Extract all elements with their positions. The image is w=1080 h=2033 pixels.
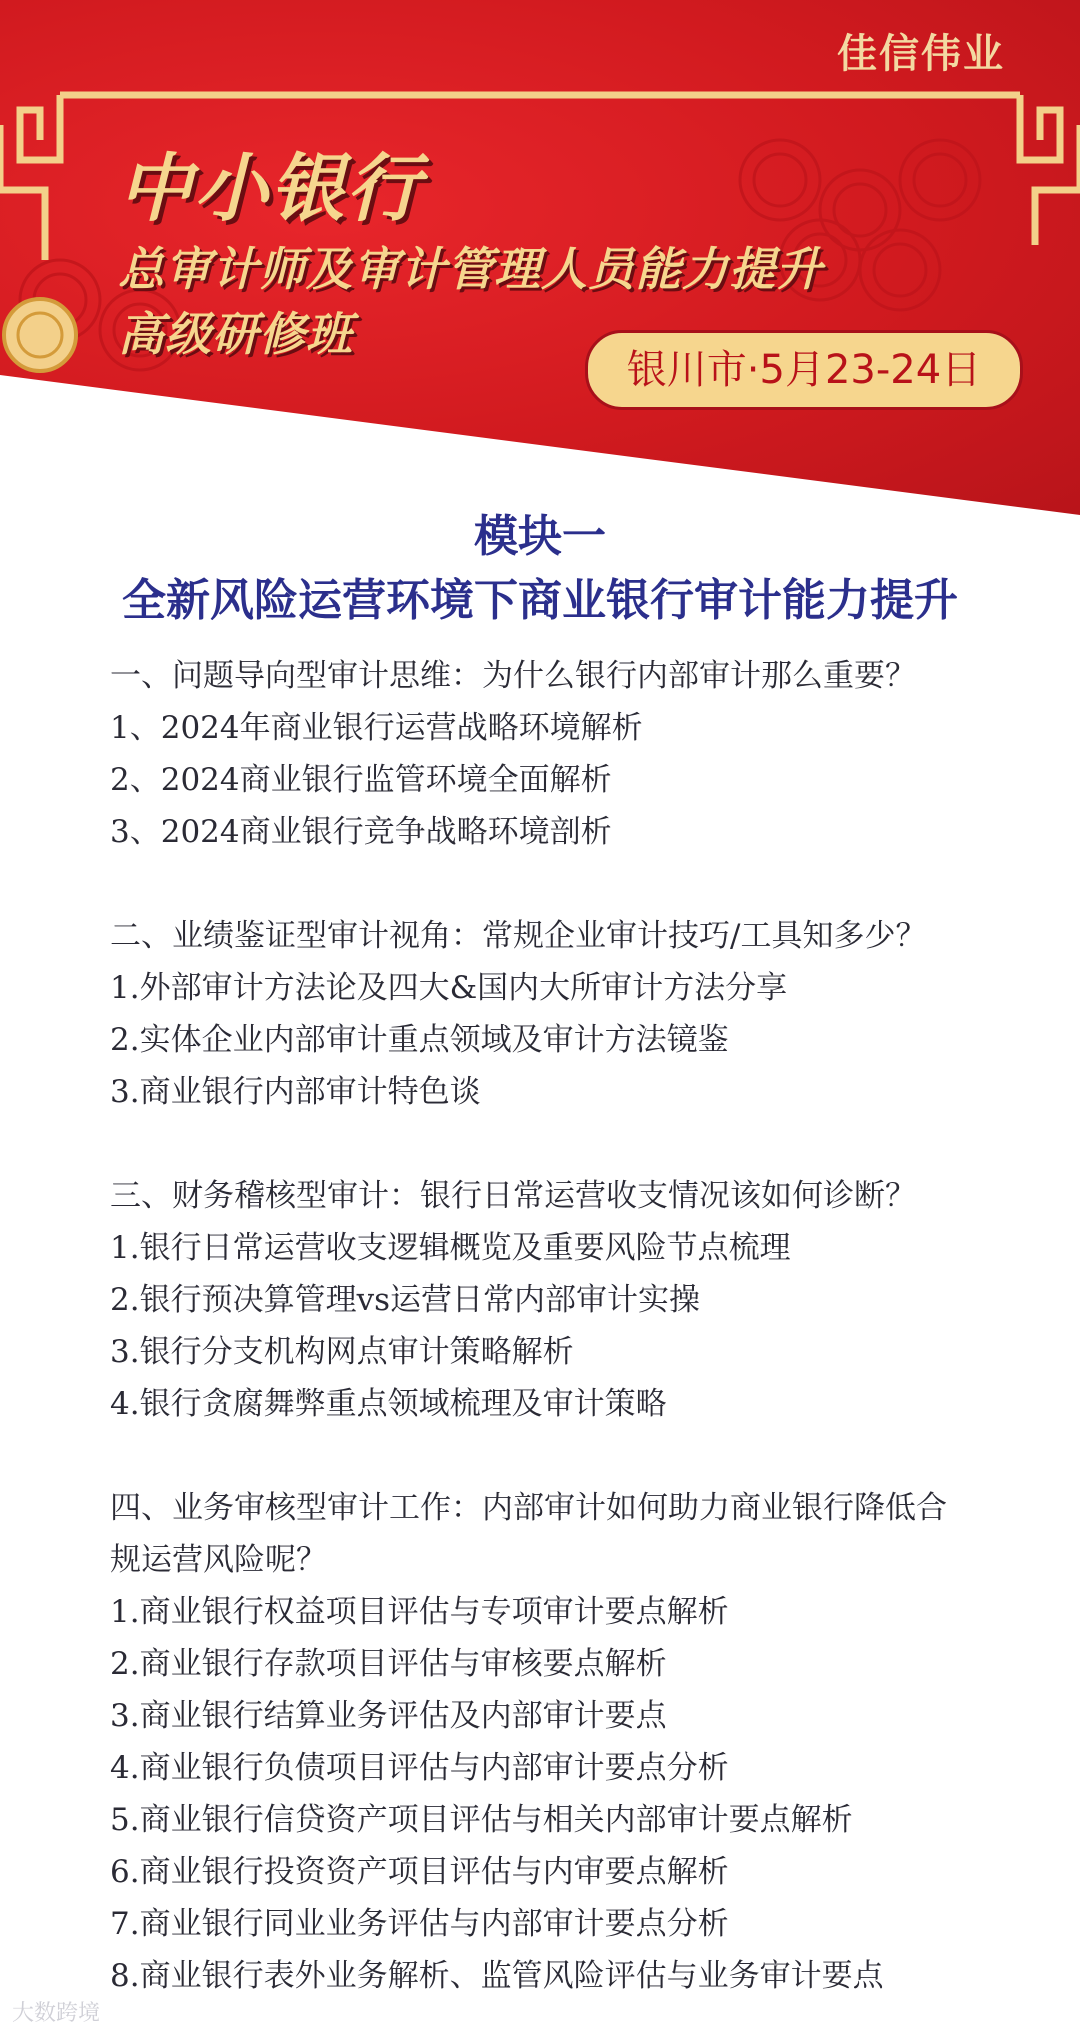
list-item: 4.商业银行负债项目评估与内部审计要点分析 <box>110 1750 729 1786</box>
brand-name: 佳信伟业 <box>837 31 1005 77</box>
list-item: 3.商业银行结算业务评估及内部审计要点 <box>110 1698 667 1734</box>
spacer <box>110 1118 1010 1170</box>
location-date-badge: 银川市·5月23-24日 <box>585 330 1023 410</box>
section-heading: 四、业务审核型审计工作：内部审计如何助力商业银行降低合 <box>110 1490 947 1526</box>
list-item: 2.商业银行存款项目评估与审核要点解析 <box>110 1646 667 1682</box>
list-item: 6.商业银行投资资产项目评估与内审要点解析 <box>110 1854 729 1890</box>
list-item: 1.外部审计方法论及四大&国内大所审计方法分享 <box>110 970 788 1006</box>
diagonal-divider <box>0 0 1080 560</box>
course-outline <box>110 650 1010 2002</box>
spacer <box>110 858 1010 910</box>
list-item: 2、2024商业银行监管环境全面解析 <box>110 762 612 798</box>
watermark: 大数跨境 <box>12 2001 101 2026</box>
section-heading: 二、业绩鉴证型审计视角：常规企业审计技巧/工具知多少？ <box>110 918 927 954</box>
section-heading-continued: 规运营风险呢？ <box>110 1542 327 1578</box>
list-item: 2.银行预决算管理vs运营日常内部审计实操 <box>110 1282 700 1318</box>
list-item: 3.银行分支机构网点审计策略解析 <box>110 1334 574 1370</box>
section-heading: 三、财务稽核型审计：银行日常运营收支情况该如何诊断？ <box>110 1178 916 1214</box>
banner-subtitle: 总审计师及审计管理人员能力提升 <box>118 242 823 296</box>
list-item: 8.商业银行表外业务解析、监管风险评估与业务审计要点 <box>110 1958 884 1994</box>
spacer <box>110 1430 1010 1482</box>
list-item: 7.商业银行同业业务评估与内部审计要点分析 <box>110 1906 729 1942</box>
list-item: 1、2024年商业银行运营战略环境解析 <box>110 710 643 746</box>
list-item: 1.银行日常运营收支逻辑概览及重要风险节点梳理 <box>110 1230 791 1266</box>
list-item: 3、2024商业银行竞争战略环境剖析 <box>110 814 612 850</box>
list-item: 3.商业银行内部审计特色谈 <box>110 1074 481 1110</box>
module-label: 模块一 <box>474 511 606 562</box>
list-item: 1.商业银行权益项目评估与专项审计要点解析 <box>110 1594 729 1630</box>
section-heading: 一、问题导向型审计思维：为什么银行内部审计那么重要？ <box>110 658 916 694</box>
banner-title: 中小银行 <box>118 146 422 232</box>
module-title: 全新风险运营环境下商业银行审计能力提升 <box>122 575 958 626</box>
list-item: 4.银行贪腐舞弊重点领域梳理及审计策略 <box>110 1386 667 1422</box>
list-item: 5.商业银行信贷资产项目评估与相关内部审计要点解析 <box>110 1802 853 1838</box>
banner-subtitle-2: 高级研修班 <box>118 307 353 361</box>
list-item: 2.实体企业内部审计重点领域及审计方法镜鉴 <box>110 1022 729 1058</box>
